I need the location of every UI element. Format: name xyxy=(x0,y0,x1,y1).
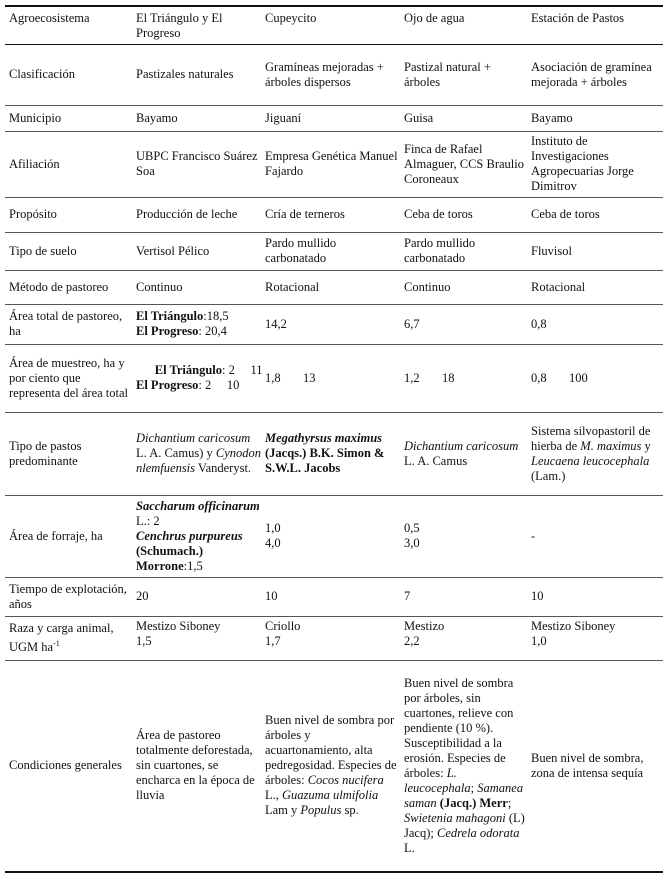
row-area-muestreo xyxy=(5,344,663,412)
value: : 2 11 xyxy=(222,363,263,377)
header-row xyxy=(5,6,663,44)
row-label: Tipo de pastos predominante xyxy=(9,438,82,468)
cell xyxy=(402,660,529,872)
load: 1,5 xyxy=(136,633,152,648)
cell: 20 xyxy=(136,589,149,603)
authority: Vanderyst. xyxy=(195,461,252,475)
species: Cynodon nlemfuensis xyxy=(136,446,261,475)
row-metodo-pastoreo xyxy=(5,270,663,304)
row-tiempo xyxy=(5,577,663,616)
species: Populus xyxy=(300,803,342,818)
value: : 20,4 xyxy=(198,324,227,338)
row-label: Afiliación xyxy=(9,156,60,171)
text: Lam y xyxy=(265,803,301,818)
row-label: Área total de pastoreo, ha xyxy=(9,309,123,338)
cell xyxy=(402,495,529,577)
value-pct: 18 xyxy=(442,370,455,385)
site-name: El Triángulo xyxy=(136,309,204,323)
cell: Bayamo xyxy=(136,110,178,125)
authority: L. A. Camus) y xyxy=(136,446,216,460)
row-raza xyxy=(5,616,663,660)
species: Guazuma ulmifolia xyxy=(282,788,379,803)
authority: L. A. Camus xyxy=(404,453,468,468)
cell xyxy=(529,344,663,412)
cell xyxy=(529,412,663,495)
value: 3,0 xyxy=(404,536,420,550)
value-ha: 0,8 xyxy=(531,370,547,385)
cell: Pastizal natural + árboles xyxy=(404,59,491,89)
cell: - xyxy=(531,528,536,543)
header-el-triangulo: El Triángulo y El Progreso xyxy=(136,11,223,40)
cell: Rotacional xyxy=(531,279,586,294)
species: Dichantium caricosum xyxy=(404,438,519,453)
authority: (Lam.) xyxy=(531,468,566,483)
row-proposito xyxy=(5,197,663,232)
row-label xyxy=(5,616,134,660)
row-label: Área de forraje, ha xyxy=(9,528,103,543)
row-label: Tipo de suelo xyxy=(9,243,77,258)
cell: Gramíneas mejoradas + árboles dispersos xyxy=(265,59,384,89)
load: 1,0 xyxy=(531,633,547,648)
cell xyxy=(402,344,529,412)
cell: Ceba de toros xyxy=(404,207,473,221)
value-pct: 13 xyxy=(303,370,316,385)
site-name: El Triángulo xyxy=(154,363,223,377)
label-text: Raza y carga animal, UGM ha xyxy=(9,620,114,655)
cell xyxy=(402,412,529,495)
text: (L) Jacq); xyxy=(404,810,525,840)
value: L.: 2 xyxy=(136,513,160,528)
value: :1,5 xyxy=(183,558,203,573)
species: L. leucocephala xyxy=(404,765,471,795)
cell: Ceba de toros xyxy=(531,207,600,221)
value-pct: 100 xyxy=(569,370,588,385)
header-agroecosistema: Agroecosistema xyxy=(9,11,90,25)
value: 4,0 xyxy=(265,536,281,550)
cell: 10 xyxy=(265,589,278,603)
text: Sistema silvopastoril de hierba de xyxy=(531,423,651,453)
load: 2,2 xyxy=(404,633,420,648)
load: 1,7 xyxy=(265,633,281,648)
value: 1,0 xyxy=(265,521,281,535)
species: Cedrela odorata xyxy=(436,825,520,840)
text: L. xyxy=(404,840,415,855)
text: Buen nivel de sombra por árboles, sin cuartones, relieve con pendiente (10 %). Susceptibilidad a la erosión. Especies de árboles: xyxy=(404,675,514,780)
row-label: Área de muestreo, ha y por ciento que representa del área total xyxy=(9,355,129,400)
cell xyxy=(402,616,529,660)
agroecosystem-table xyxy=(5,5,663,873)
cell: Finca de Rafael Almaguer, CCS Braulio Coroneaux xyxy=(404,141,524,186)
authority: (Jacqs.) B.K. Simon & S.W.L. Jacobs xyxy=(265,446,385,475)
species: Swietenia mahagoni xyxy=(404,810,506,825)
cell: Vertisol Pélico xyxy=(136,243,210,258)
species: Megathyrsus maximus xyxy=(265,431,383,445)
cell xyxy=(134,304,263,344)
cell: Fluvisol xyxy=(531,243,572,258)
value: 0,5 xyxy=(404,521,420,535)
cell xyxy=(263,495,402,577)
cell: 6,7 xyxy=(404,316,420,331)
site-name: El Progreso xyxy=(136,324,199,338)
row-clasificacion xyxy=(5,44,663,105)
row-afiliacion xyxy=(5,131,663,197)
cell xyxy=(134,495,263,577)
row-label: Propósito xyxy=(9,207,57,221)
value-ha: 1,2 xyxy=(404,370,420,385)
cell: Área de pastoreo totalmente deforestada, sin cuartones, se encharca en la época de lluvia xyxy=(136,728,255,803)
cell: 10 xyxy=(531,589,544,603)
cell: Continuo xyxy=(404,279,451,294)
value: :18,5 xyxy=(203,309,229,323)
row-label: Clasificación xyxy=(9,67,75,81)
cell: Guisa xyxy=(404,110,434,125)
value-ha: 1,8 xyxy=(265,370,281,385)
row-label: Condiciones generales xyxy=(9,758,122,773)
value: : 2 10 xyxy=(198,378,240,392)
cell: Bayamo xyxy=(531,110,573,125)
row-label: Método de pastoreo xyxy=(9,279,109,294)
text: ; xyxy=(507,795,512,810)
cell: Pardo mullido carbonatado xyxy=(404,236,476,265)
cell: 0,8 xyxy=(531,316,547,331)
cell xyxy=(263,344,402,412)
row-label: Tiempo de explotación, años xyxy=(9,581,127,611)
site-name: El Progreso xyxy=(136,378,199,392)
row-area-total xyxy=(5,304,663,344)
authority: (Schumach.) Morrone xyxy=(136,543,204,573)
cell xyxy=(134,344,263,412)
header-estacion-de-pastos: Estación de Pastos xyxy=(531,11,625,25)
cell: Instituto de Investigaciones Agropecuarias Jorge Dimitrov xyxy=(531,134,634,193)
cell: Jiguaní xyxy=(265,110,302,125)
species: Leucaena leucocephala xyxy=(531,453,650,468)
cell: 14,2 xyxy=(265,316,287,331)
cell xyxy=(134,412,263,495)
cell: Pardo mullido carbonatado xyxy=(265,236,337,265)
header-ojo-de-agua: Ojo de agua xyxy=(404,11,465,25)
breed: Mestizo xyxy=(404,618,445,633)
breed: Mestizo Siboney xyxy=(136,618,221,633)
cell: UBPC Francisco Suárez Soa xyxy=(136,149,258,178)
cell: 7 xyxy=(404,589,411,603)
breed: Criollo xyxy=(265,618,301,633)
cell xyxy=(263,412,402,495)
species: Samanea saman xyxy=(404,780,524,810)
species: Saccharum officinarum xyxy=(136,498,260,513)
cell: Pastizales naturales xyxy=(136,67,234,81)
cell: Cría de terneros xyxy=(265,207,345,221)
text: y xyxy=(641,438,651,453)
cell: Asociación de gramínea mejorada + árboles xyxy=(531,59,652,89)
text: ; xyxy=(470,780,478,795)
text: sp. xyxy=(341,803,359,818)
species: Cenchrus purpureus xyxy=(136,528,243,543)
cell: Empresa Genética Manuel Fajardo xyxy=(265,149,398,178)
authority: (Jacq.) Merr xyxy=(436,795,508,810)
text: Buen nivel de sombra por árboles y acuartonamiento, alta pedregosidad. Especies de árboles: xyxy=(265,713,397,788)
cell: Buen nivel de sombra, zona de intensa sequía xyxy=(531,750,644,780)
row-tipo-suelo xyxy=(5,232,663,270)
header-cupeycito: Cupeycito xyxy=(265,11,317,25)
row-tipo-pastos xyxy=(5,412,663,495)
row-municipio xyxy=(5,105,663,131)
breed: Mestizo Siboney xyxy=(531,618,616,633)
cell xyxy=(263,660,402,872)
row-area-forraje xyxy=(5,495,663,577)
cell: Producción de leche xyxy=(136,207,238,221)
cell: Continuo xyxy=(136,279,183,294)
species: Cocos nucifera xyxy=(307,773,384,788)
cell xyxy=(529,616,663,660)
cell xyxy=(263,616,402,660)
species: M. maximus xyxy=(580,438,642,453)
row-condiciones xyxy=(5,660,663,872)
cell: Rotacional xyxy=(265,279,320,294)
cell xyxy=(134,616,263,660)
label-superscript: -1 xyxy=(53,638,60,648)
species: Dichantium caricosum xyxy=(136,431,251,445)
row-label: Municipio xyxy=(9,110,62,125)
text: L., xyxy=(265,788,283,803)
